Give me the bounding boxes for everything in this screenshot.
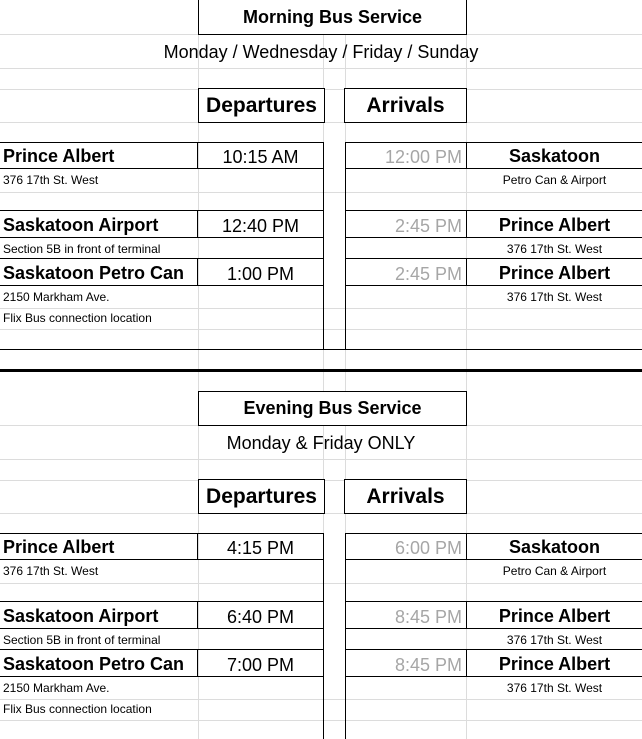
departure-location: Saskatoon Petro Can — [3, 263, 185, 283]
arrival-location: Prince Albert — [498, 263, 611, 283]
departure-note: Flix Bus connection location — [3, 311, 152, 325]
morning-departures-header: Departures — [198, 88, 325, 123]
arrival-time: 2:45 PM — [394, 216, 462, 236]
morning-arrivals-header: Arrivals — [344, 88, 467, 123]
morning-days: Monday / Wednesday / Friday / Sunday — [163, 42, 479, 62]
section-divider — [0, 369, 642, 372]
departure-location: Saskatoon Petro Can — [3, 654, 185, 674]
departure-note: Flix Bus connection location — [3, 702, 152, 716]
departure-time: 10:15 AM — [222, 147, 299, 167]
departure-time: 12:40 PM — [221, 216, 300, 236]
departure-address: 376 17th St. West — [3, 173, 99, 187]
evening-days: Monday & Friday ONLY — [226, 433, 416, 453]
arrival-location: Prince Albert — [498, 215, 611, 235]
arrival-time: 8:45 PM — [394, 655, 462, 675]
arrival-location: Prince Albert — [498, 654, 611, 674]
evening-departures-header: Departures — [198, 479, 325, 514]
arrival-time: 6:00 PM — [394, 538, 462, 558]
departure-address: Section 5B in front of terminal — [3, 242, 161, 256]
arrival-address: 376 17th St. West — [506, 290, 603, 304]
arrival-time: 2:45 PM — [394, 264, 462, 284]
departure-address: 376 17th St. West — [3, 564, 99, 578]
arrival-address: Petro Can & Airport — [502, 564, 607, 578]
arrival-time: 8:45 PM — [394, 607, 462, 627]
departure-address: Section 5B in front of terminal — [3, 633, 161, 647]
arrival-location: Saskatoon — [508, 537, 601, 557]
departure-time: 1:00 PM — [226, 264, 295, 284]
arrival-address: 376 17th St. West — [506, 242, 603, 256]
departure-location: Saskatoon Airport — [3, 606, 159, 626]
arrival-address: Petro Can & Airport — [502, 173, 607, 187]
morning-title: Morning Bus Service — [198, 0, 467, 35]
departure-location: Prince Albert — [3, 146, 115, 166]
evening-arrivals-header: Arrivals — [344, 479, 467, 514]
arrival-time: 12:00 PM — [384, 147, 462, 167]
departure-time: 6:40 PM — [226, 607, 295, 627]
arrival-address: 376 17th St. West — [506, 633, 603, 647]
arrival-location: Prince Albert — [498, 606, 611, 626]
arrival-location: Saskatoon — [508, 146, 601, 166]
departure-location: Prince Albert — [3, 537, 115, 557]
departure-time: 4:15 PM — [226, 538, 295, 558]
departure-location: Saskatoon Airport — [3, 215, 159, 235]
departure-address: 2150 Markham Ave. — [3, 681, 110, 695]
evening-title: Evening Bus Service — [198, 391, 467, 426]
departure-time: 7:00 PM — [226, 655, 295, 675]
departure-address: 2150 Markham Ave. — [3, 290, 110, 304]
arrival-address: 376 17th St. West — [506, 681, 603, 695]
